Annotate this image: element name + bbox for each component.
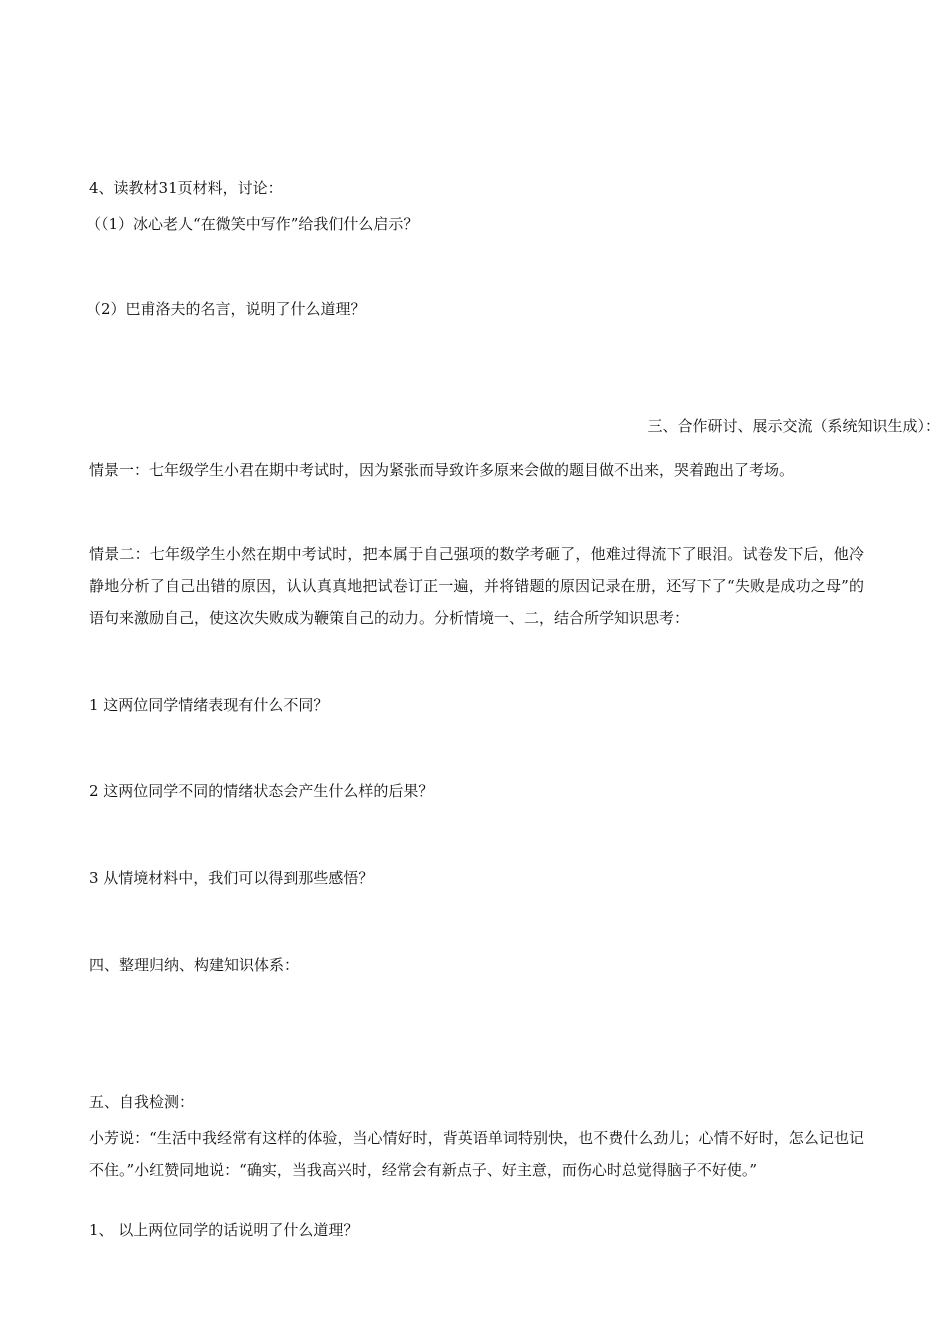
section-3-question-3: 3 从情境材料中，我们可以得到那些感悟？ [89,869,374,887]
section-3-question-2: 2 这两位同学不同的情绪状态会产生什么样的后果？ [89,782,434,800]
scenario-2-paragraph: 情景二：七年级学生小然在期中考试时，把本属于自己强项的数学考砸了，他难过得流下了眼泪。试卷发下后，他冷静地分析了自己出错的原因，认认真真地把试卷订正一遍，并将错题的原因记录在册，还写下了“失败是成功之母”的语句来激励自己，使这次失败成为鞭策自己的动力。分析情境一、二，结合所学知识思考： [89,545,864,627]
section-5-heading: 五、自我检测： [89,1093,195,1111]
section-3-question-1: 1 这两位同学情绪表现有什么不同？ [89,696,329,714]
scenario-1-paragraph: 情景一：七年级学生小君在期中考试时，因为紧张而导致许多原来会做的题目做不出来，哭着跑出了考场。 [89,461,795,479]
section-3-heading: 三、合作研讨、展示交流（系统知识生成）： [647,417,940,435]
question-4-1: （（1）冰心老人“在微笑中写作”给我们什么启示？ [86,215,419,233]
section-4-heading: 四、整理归纳、构建知识体系： [89,956,300,974]
question-4-prompt: 4、读教材31页材料，讨论： [89,179,283,197]
section-5-question-1: 1、 以上两位同学的话说明了什么道理？ [89,1221,359,1239]
question-4-2: （2）巴甫洛夫的名言，说明了什么道理？ [86,300,366,318]
self-check-passage: 小芳说：“生活中我经常有这样的体验，当心情好时，背英语单词特别快，也不费什么劲儿；心情不好时，怎么记也记不住。”小红赞同地说：“确实，当我高兴时，经常会有新点子、好主意，而伤心时总觉得脑子不好使。” [89,1129,864,1179]
